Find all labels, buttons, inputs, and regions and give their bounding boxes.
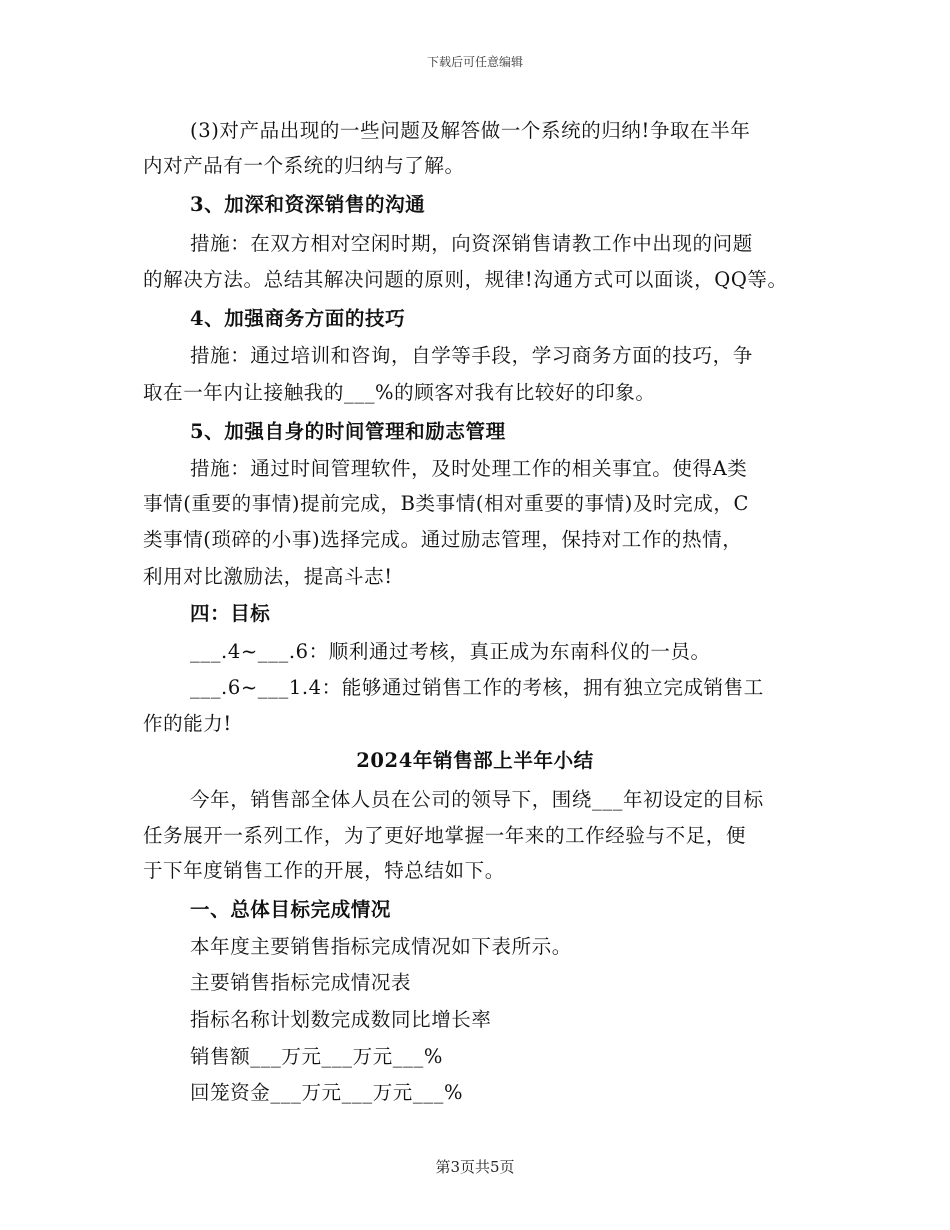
paragraph-line: 措施：在双方相对空闲时期，向资深销售请教工作中出现的问题 (190, 232, 753, 255)
paragraph-line: 类事情(琐碎的小事)选择完成。通过励志管理，保持对工作的热情， (143, 528, 743, 551)
paragraph-line: (3)对产品出现的一些问题及解答做一个系统的归纳!争取在半年 (190, 119, 751, 142)
paragraph-line: 取在一年内让接触我的___%的顾客对我有比较好的印象。 (143, 381, 656, 404)
paragraph-line: ___.4~___.6：顺利通过考核，真正成为东南科仪的一员。 (190, 640, 711, 663)
paragraph-line: 于下年度销售工作的开展，特总结如下。 (143, 859, 505, 882)
paragraph-line: 今年，销售部全体人员在公司的领导下，围绕___年初设定的目标 (190, 788, 764, 811)
paragraph-line: 指标名称计划数完成数同比增长率 (190, 1008, 492, 1031)
section-heading: 一、总体目标完成情况 (190, 898, 392, 921)
paragraph-line: 措施：通过时间管理软件，及时处理工作的相关事宜。使得A类 (190, 457, 748, 480)
paragraph-line: ___.6~___1.4：能够通过销售工作的考核，拥有独立完成销售工 (190, 676, 764, 699)
paragraph-line: 主要销售指标完成情况表 (190, 971, 412, 994)
paragraph-line: 本年度主要销售指标完成情况如下表所示。 (190, 935, 572, 958)
paragraph-line: 利用对比激励法，提高斗志! (143, 565, 393, 588)
section-heading: 四：目标 (190, 602, 271, 625)
section-heading: 4、加强商务方面的技巧 (190, 307, 406, 330)
paragraph-line: 措施：通过培训和咨询，自学等手段，学习商务方面的技巧，争 (190, 344, 753, 367)
page-header: 下载后可任意编辑 (426, 55, 523, 69)
paragraph-line: 内对产品有一个系统的归纳与了解。 (143, 154, 465, 177)
paragraph-line: 回笼资金___万元___万元___% (190, 1081, 464, 1104)
paragraph-line: 的解决方法。总结其解决问题的原则，规律!沟通方式可以面谈，QQ等。 (143, 268, 788, 291)
page-footer: 第3页共5页 (435, 1158, 515, 1176)
section-heading: 5、加强自身的时间管理和励志管理 (190, 420, 506, 443)
document-title: 2024年销售部上半年小结 (356, 749, 594, 772)
section-heading: 3、加深和资深销售的沟通 (190, 193, 426, 216)
paragraph-line: 销售额___万元___万元___% (190, 1045, 443, 1068)
paragraph-line: 事情(重要的事情)提前完成，B类事情(相对重要的事情)及时完成，C (143, 492, 749, 515)
paragraph-line: 作的能力! (143, 712, 232, 735)
paragraph-line: 任务展开一系列工作，为了更好地掌握一年来的工作经验与不足，便 (143, 824, 747, 847)
